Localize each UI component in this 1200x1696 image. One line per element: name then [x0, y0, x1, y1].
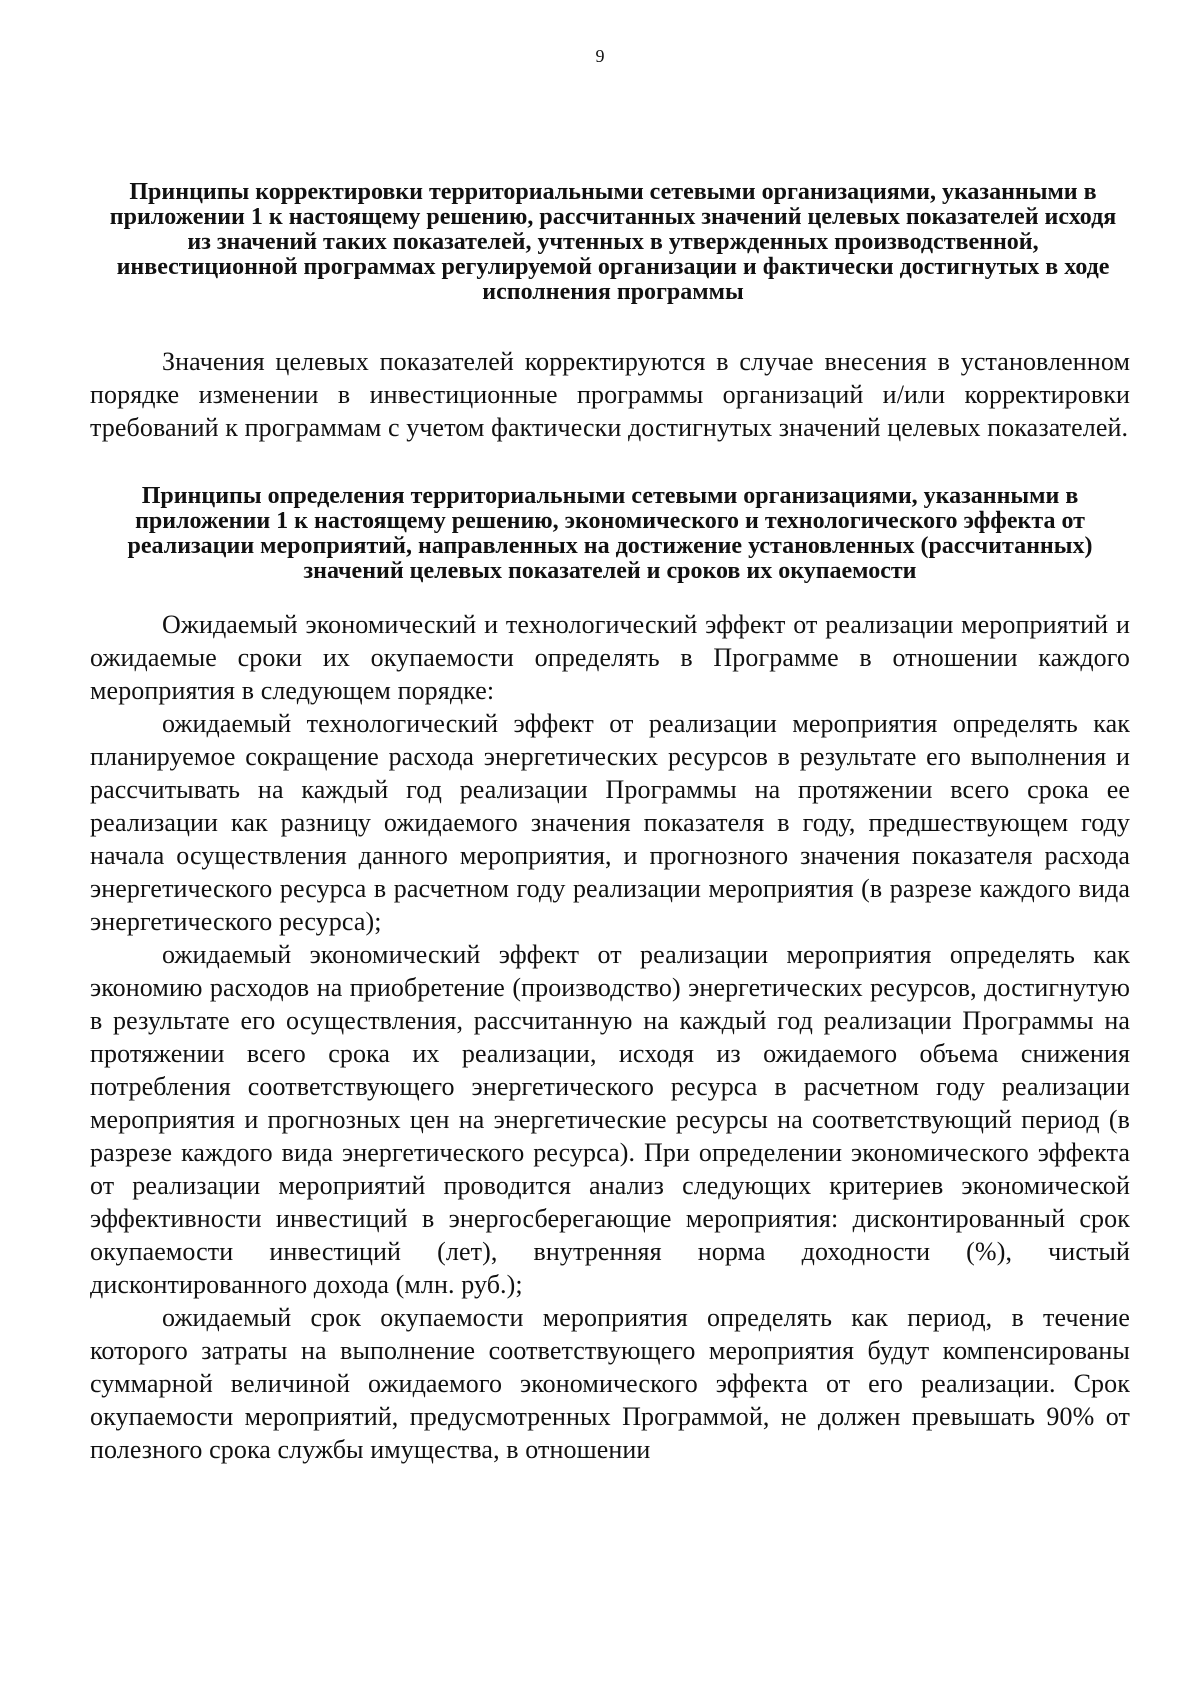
paragraph-expected-effect-intro: Ожидаемый экономический и технологический эффект от реализации мероприятий и ожидаемые сроки их окупаемости определять в Программе в отношении каждого мероприятия в следующем порядке:	[90, 610, 1130, 705]
section-heading-effect-principles: Принципы определения территориальными сетевыми организациями, указанными в приложении 1 к настоящему решению, экономического и технологического эффекта от реализации мероприятий, направленных на достижение установленных (рассчитанных) значений целевых показателей и сроков их окупаемости	[127, 483, 1093, 584]
paragraph-economic-effect: ожидаемый экономический эффект от реализации мероприятия определять как экономию расходов на приобретение (производство) энергетических ресурсов, достигнутую в результате его осуществления, рассчитанную на каждый год реализации Программы на протяжении всего срока их реализации, исходя из ожидаемого объема снижения потребления соответствующего энергетического ресурса в расчетном году реализации мероприятия и прогнозных цен на энергетические ресурсы на соответствующий период (в разрезе каждого вида энергетического ресурса). При определении экономического эффекта от реализации мероприятий проводится анализ следующих критериев экономической эффективности инвестиций в энергосберегающие мероприятия: дисконтированный срок окупаемости инвестиций (лет), внутренняя норма доходности (%), чистый дисконтированного дохода (млн. руб.);	[90, 940, 1130, 1299]
paragraph-technological-effect: ожидаемый технологический эффект от реализации мероприятия определять как планируемое сокращение расхода энергетических ресурсов в результате его выполнения и рассчитывать на каждый год реализации Программы на протяжении всего срока ее реализации как разницу ожидаемого значения показателя в году, предшествующем году начала осуществления данного мероприятия, и прогнозного значения показателя расхода энергетического ресурса в расчетном году реализации мероприятия (в разрезе каждого вида энергетического ресурса);	[90, 709, 1130, 936]
document-body	[90, 180, 1130, 1466]
section-heading-correction-principles: Принципы корректировки территориальными сетевыми организациями, указанными в приложении 1 к настоящему решению, рассчитанных значений целевых показателей исходя из значений таких показателей, учтенных в утвержденных производственной, инвестиционной программах регулируемой организации и фактически достигнутых в ходе исполнения программы	[109, 179, 1117, 305]
paragraph-payback-period: ожидаемый срок окупаемости мероприятия определять как период, в течение которого затраты на выполнение соответствующего мероприятия будут компенсированы суммарной величиной ожидаемого экономического эффекта от его реализации. Срок окупаемости мероприятий, предусмотренных Программой, не должен превышать 90% от полезного срока службы имущества, в отношении	[90, 1303, 1130, 1464]
page-number: 9	[595, 46, 605, 66]
paragraph-target-values-correction: Значения целевых показателей корректируются в случае внесения в установленном порядке изменении в инвестиционные программы организаций и/или корректировки требований к программам с учетом фактически достигнутых значений целевых показателей.	[90, 347, 1130, 442]
